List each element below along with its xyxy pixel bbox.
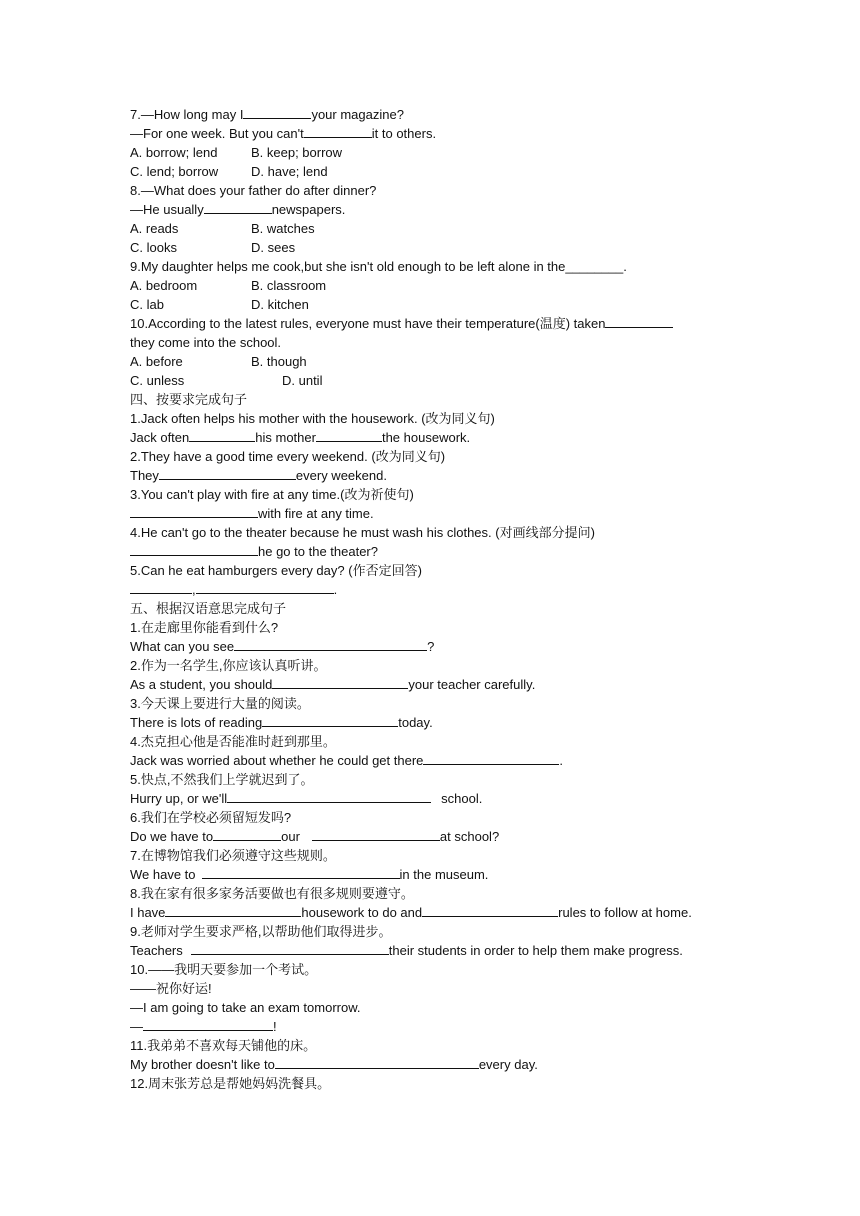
s5-item4-en	[130, 751, 740, 770]
q10-options-cd	[130, 371, 740, 390]
q8-option-d[interactable]: D. sees	[251, 240, 296, 255]
s4-item1-blank-1[interactable]	[189, 428, 255, 442]
q10-option-b[interactable]: B. though	[251, 354, 307, 369]
q9-option-a[interactable]: A. bedroom	[130, 278, 198, 293]
s5-item11-blank[interactable]	[275, 1055, 479, 1069]
s5-item1-text-1: What can you see	[130, 639, 235, 654]
q10-option-a[interactable]: A. before	[130, 354, 183, 369]
q7-prompt-text-2: your magazine?	[311, 107, 404, 122]
s5-item9-text-2: their students in order to help them make progress.	[388, 943, 683, 958]
s4-item4-question: 4.He can't go to the theater because he must wash his clothes. (对画线部分提问)	[130, 525, 595, 540]
q8-option-b[interactable]: B. watches	[251, 221, 315, 236]
q9-option-c[interactable]: C. lab	[130, 297, 164, 312]
s5-item4-text-1: Jack was worried about whether he could get there	[130, 753, 424, 768]
worksheet-content	[130, 105, 740, 1093]
s5-item8-en	[130, 903, 740, 922]
s5-item8-cn: 8.我在家有很多家务活要做也有很多规则要遵守。	[130, 886, 414, 901]
s5-item3-text-2: today.	[398, 715, 433, 730]
s5-item10-blank[interactable]	[143, 1017, 273, 1031]
s5-item3-cn: 3.今天课上要进行大量的阅读。	[130, 696, 310, 711]
s5-item7-cn: 7.在博物馆我们必须遵守这些规则。	[130, 848, 336, 863]
s4-item1-blank-2[interactable]	[316, 428, 382, 442]
s5-item12-cn: 12.周末张芳总是帮她妈妈洗餐具。	[130, 1076, 331, 1091]
q7-options-ab	[130, 143, 740, 162]
q8-option-a[interactable]: A. reads	[130, 221, 179, 236]
s5-item9-blank[interactable]	[191, 941, 389, 955]
s5-item10-cn1: 10.——我明天要参加一个考试。	[130, 962, 318, 977]
s4-item3-blank[interactable]	[130, 504, 258, 518]
s5-item11-text-2: every day.	[478, 1057, 538, 1072]
s5-item8-text-1: I have	[130, 905, 166, 920]
s5-item8-text-3: rules to follow at home.	[558, 905, 692, 920]
s5-item2-text-2: your teacher carefully.	[408, 677, 536, 692]
q10-prompt-cont: they come into the school.	[130, 335, 282, 350]
q7-answer	[130, 124, 740, 143]
s4-item5-period: .	[333, 582, 338, 597]
q7-option-c[interactable]: C. lend; borrow	[130, 164, 219, 179]
s4-item5-comma: ,	[192, 582, 196, 597]
s5-item3-en	[130, 713, 740, 732]
q7-prompt	[130, 105, 740, 124]
s4-item2-blank[interactable]	[159, 466, 296, 480]
s5-item11-en	[130, 1055, 740, 1074]
s5-item4-cn: 4.杰克担心他是否能准时赶到那里。	[130, 734, 336, 749]
q9-options-ab	[130, 276, 740, 295]
q7-option-b[interactable]: B. keep; borrow	[251, 145, 343, 160]
q10-options-ab	[130, 352, 740, 371]
section5-title: 五、根据汉语意思完成句子	[130, 601, 287, 616]
s5-item4-text-2: .	[559, 753, 564, 768]
s5-item1-text-2: ?	[427, 639, 435, 654]
s5-item10-cn2: ——祝你好运!	[130, 981, 212, 996]
s5-item9-cn: 9.老师对学生要求严格,以帮助他们取得进步。	[130, 924, 392, 939]
q8-prompt: 8.—What does your father do after dinner?	[130, 183, 377, 198]
q9-option-d[interactable]: D. kitchen	[251, 297, 309, 312]
s4-item1-text-1: Jack often	[130, 430, 190, 445]
s5-item6-cn: 6.我们在学校必须留短发吗?	[130, 810, 292, 825]
q9-prompt: 9.My daughter helps me cook,but she isn't old enough to be left alone in the________.	[130, 259, 627, 274]
q9-options-cd	[130, 295, 740, 314]
q8-options-cd	[130, 238, 740, 257]
s4-item3-question: 3.You can't play with fire at any time.(改为祈使句)	[130, 487, 414, 502]
s5-item5-text-2: school.	[441, 791, 483, 806]
q7-blank-1[interactable]	[243, 105, 311, 119]
q7-answer-text-2: it to others.	[371, 126, 437, 141]
s5-item6-text-1: Do we have to	[130, 829, 214, 844]
s5-item2-blank[interactable]	[272, 675, 408, 689]
s5-item7-en	[130, 865, 740, 884]
s4-item5-question: 5.Can he eat hamburgers every day? (作否定回答)	[130, 563, 422, 578]
s4-item1-text-3: the housework.	[381, 430, 471, 445]
q10-prompt-text: 10.According to the latest rules, everyone must have their temperature(温度) taken	[130, 316, 606, 331]
s5-item5-cn: 5.快点,不然我们上学就迟到了。	[130, 772, 314, 787]
s5-item5-blank[interactable]	[227, 789, 431, 803]
s4-item2-text-1: They	[130, 468, 159, 483]
s4-item4-blank[interactable]	[130, 542, 258, 556]
s4-item3-text: with fire at any time.	[258, 506, 374, 521]
q7-options-cd	[130, 162, 740, 181]
q10-option-c[interactable]: C. unless	[130, 373, 185, 388]
s5-item3-text-1: There is lots of reading	[130, 715, 263, 730]
q8-option-c[interactable]: C. looks	[130, 240, 177, 255]
s4-item1-question: 1.Jack often helps his mother with the housework. (改为同义句)	[130, 411, 495, 426]
s4-item1-answer	[130, 428, 740, 447]
s4-item4-answer	[130, 542, 740, 561]
s5-item8-blank-2[interactable]	[422, 903, 558, 917]
q8-blank[interactable]	[204, 200, 272, 214]
s4-item3-answer	[130, 504, 740, 523]
s5-item8-blank-1[interactable]	[165, 903, 301, 917]
q8-answer-text-2: newspapers.	[271, 202, 346, 217]
q8-options-ab	[130, 219, 740, 238]
s4-item2-answer	[130, 466, 740, 485]
s5-item1-blank[interactable]	[234, 637, 427, 651]
s5-item9-en	[130, 941, 740, 960]
s4-item5-blank-1[interactable]	[130, 580, 192, 594]
s5-item7-blank[interactable]	[202, 865, 400, 879]
s5-item5-en	[130, 789, 740, 808]
s5-item1-en	[130, 637, 740, 656]
q7-prompt-text: 7.—How long may I	[130, 107, 244, 122]
s5-item10-text-1: —	[130, 1019, 143, 1034]
s4-item5-answer	[130, 580, 740, 599]
q7-option-d[interactable]: D. have; lend	[251, 164, 328, 179]
q9-option-b[interactable]: B. classroom	[251, 278, 327, 293]
s5-item4-blank[interactable]	[423, 751, 559, 765]
s4-item2-text-2: every weekend.	[295, 468, 387, 483]
s5-item6-text-2: our	[281, 829, 300, 844]
s5-item2-en	[130, 675, 740, 694]
s5-item11-text-1: My brother doesn't like to	[130, 1057, 275, 1072]
q10-prompt	[130, 314, 740, 333]
s5-item8-text-2: housework to do and	[301, 905, 423, 920]
s5-item5-text-1: Hurry up, or we'll	[130, 791, 228, 806]
s5-item7-text-1: We have to	[130, 867, 196, 882]
q7-option-a[interactable]: A. borrow; lend	[130, 145, 218, 160]
q10-blank[interactable]	[605, 314, 673, 328]
s4-item1-text-2: his mother	[255, 430, 316, 445]
s4-item4-text: he go to the theater?	[258, 544, 378, 559]
s5-item9-text-1: Teachers	[130, 943, 183, 958]
s5-item6-en	[130, 827, 740, 846]
s5-item10-en1: —I am going to take an exam tomorrow.	[130, 1000, 361, 1015]
s4-item2-question: 2.They have a good time every weekend. (改为同义句)	[130, 449, 446, 464]
s5-item3-blank[interactable]	[262, 713, 398, 727]
s5-item10-en2	[130, 1017, 740, 1036]
s5-item6-blank-1[interactable]	[213, 827, 281, 841]
s5-item2-cn: 2.作为一名学生,你应该认真听讲。	[130, 658, 327, 673]
s5-item2-text-1: As a student, you should	[130, 677, 273, 692]
s5-item10-text-2: !	[273, 1019, 277, 1034]
q7-answer-text: —For one week. But you can't	[130, 126, 304, 141]
section4-title: 四、按要求完成句子	[130, 392, 248, 407]
s5-item7-text-2: in the museum.	[399, 867, 489, 882]
q8-answer-text: —He usually	[130, 202, 204, 217]
s5-item11-cn: 11.我弟弟不喜欢每天铺他的床。	[130, 1038, 317, 1053]
q10-option-d[interactable]: D. until	[282, 373, 323, 388]
s5-item1-cn: 1.在走廊里你能看到什么?	[130, 620, 279, 635]
s5-item6-blank-2[interactable]	[312, 827, 440, 841]
s4-item5-blank-2[interactable]	[196, 580, 334, 594]
s5-item6-text-3: at school?	[439, 829, 500, 844]
q7-blank-2[interactable]	[304, 124, 372, 138]
q8-answer	[130, 200, 740, 219]
